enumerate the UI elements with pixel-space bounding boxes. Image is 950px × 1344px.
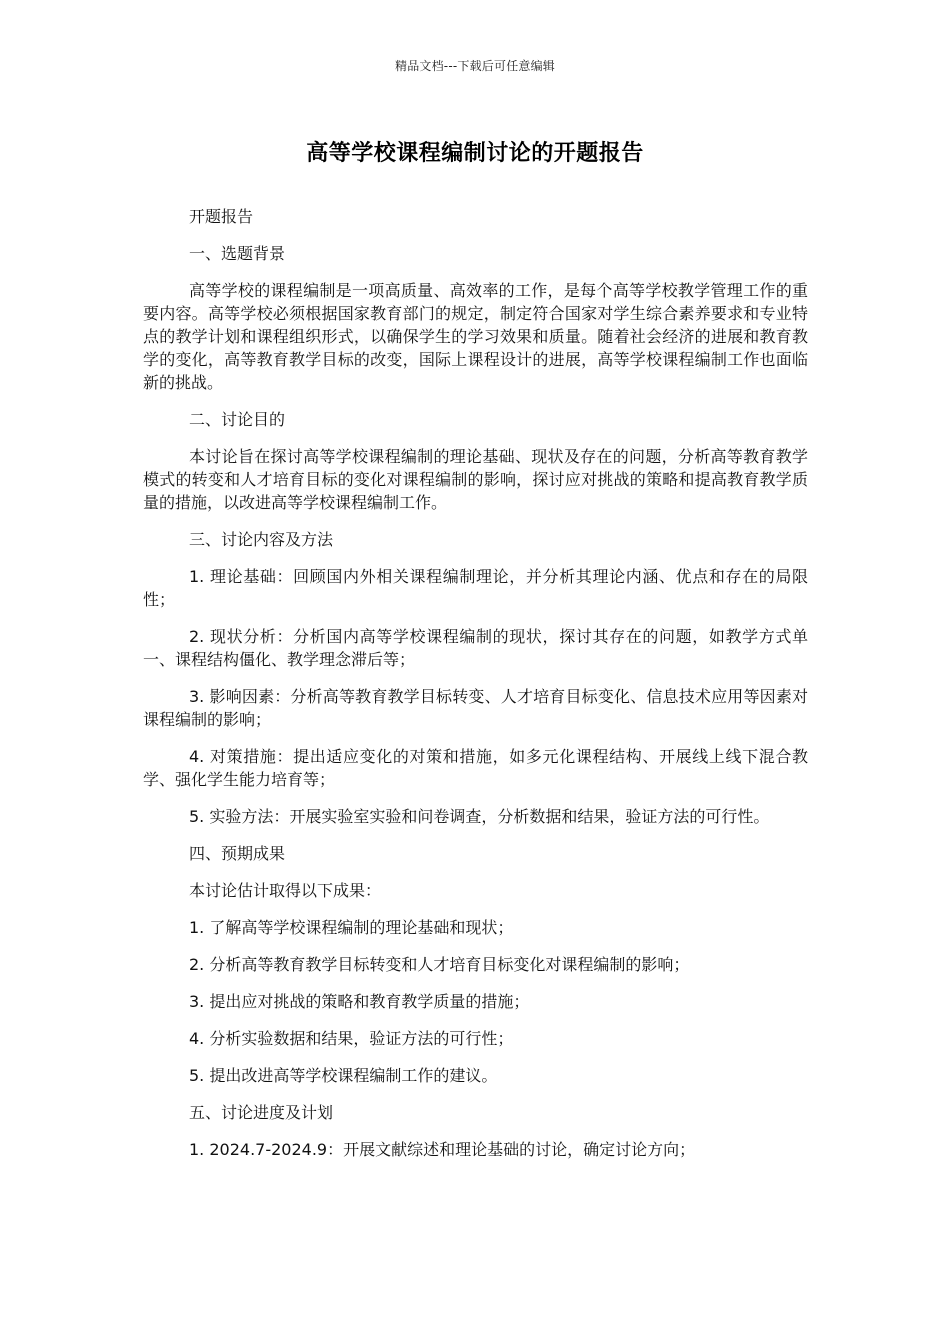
list-item-status: 2. 现状分析：分析国内高等学校课程编制的现状，探讨其存在的问题，如教学方式单一、课程结构僵化、教学理念滞后等； [143,627,808,669]
heading-schedule: 五、讨论进度及计划 [189,1103,334,1122]
document-body [143,205,808,1175]
heading-purpose: 二、讨论目的 [189,410,286,429]
document-title: 高等学校课程编制讨论的开题报告 [306,141,644,166]
paragraph-results-intro: 本讨论估计取得以下成果： [189,881,382,900]
list-item-result-2: 2. 分析高等教育教学目标转变和人才培育目标变化对课程编制的影响； [189,955,690,974]
list-item-result-1: 1. 了解高等学校课程编制的理论基础和现状； [189,918,514,937]
header-note: 精品文档---下载后可任意编辑 [395,59,555,73]
list-item-experiment: 5. 实验方法：开展实验室实验和问卷调查，分析数据和结果，验证方法的可行性。 [189,807,770,826]
heading-background: 一、选题背景 [189,244,286,263]
list-item-result-5: 5. 提出改进高等学校课程编制工作的建议。 [189,1066,498,1085]
paragraph-purpose: 本讨论旨在探讨高等学校课程编制的理论基础、现状及存在的问题，分析高等教育教学模式的转变和人才培育目标的变化对课程编制的影响，探讨应对挑战的策略和提高教育教学质量的措施，以改进高等学校课程编制工作。 [143,447,808,512]
list-item-theory: 1. 理论基础：回顾国内外相关课程编制理论，并分析其理论内涵、优点和存在的局限性； [143,567,808,609]
paragraph-background: 高等学校的课程编制是一项高质量、高效率的工作，是每个高等学校教学管理工作的重要内容。高等学校必须根据国家教育部门的规定，制定符合国家对学生综合素养要求和专业特点的教学计划和课程组织形式，以确保学生的学习效果和质量。随着社会经济的进展和教育教学的变化，高等教育教学目标的改变，国际上课程设计的进展，高等学校课程编制工作也面临新的挑战。 [143,281,808,392]
heading-expected-results: 四、预期成果 [189,844,286,863]
list-item-result-3: 3. 提出应对挑战的策略和教育教学质量的措施； [189,992,530,1011]
list-item-measures: 4. 对策措施：提出适应变化的对策和措施，如多元化课程结构、开展线上线下混合教学、强化学生能力培育等； [143,747,808,789]
paragraph-report-label: 开题报告 [189,207,254,226]
heading-content-method: 三、讨论内容及方法 [189,530,334,549]
list-item-factors: 3. 影响因素：分析高等教育教学目标转变、人才培育目标变化、信息技术应用等因素对课程编制的影响； [143,687,808,729]
list-item-result-4: 4. 分析实验数据和结果，验证方法的可行性； [189,1029,514,1048]
list-item-schedule-1: 1. 2024.7-2024.9：开展文献综述和理论基础的讨论，确定讨论方向； [189,1140,696,1159]
